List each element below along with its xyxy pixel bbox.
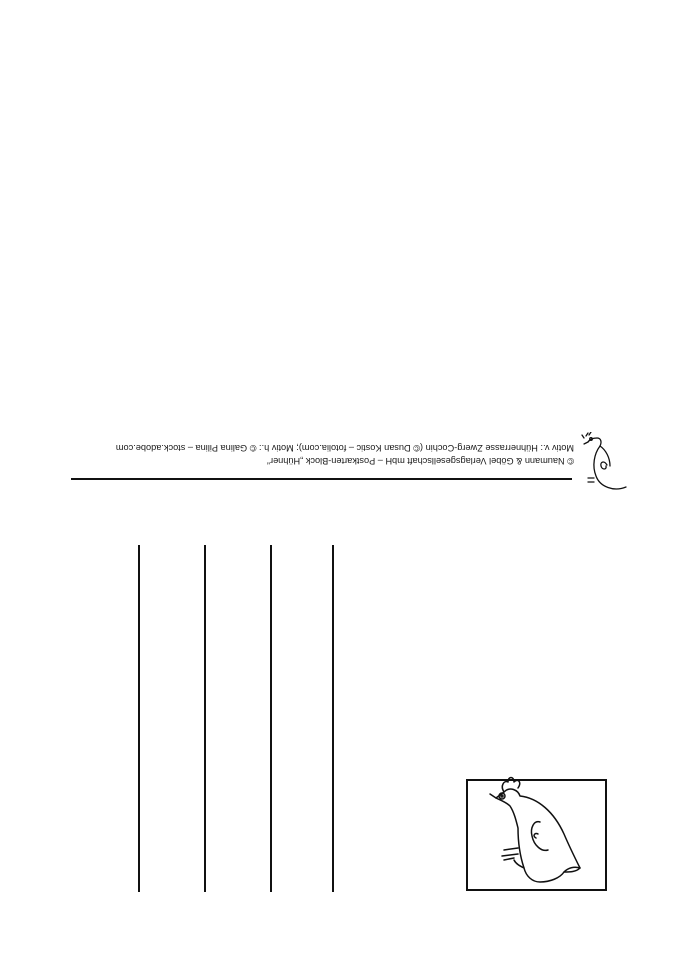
address-line — [332, 545, 334, 892]
credits-divider — [71, 478, 572, 480]
credits-line-publisher: © Naumann & Göbel Verlagsgesellschaft mbH – Postkarten-Block „Hühner“ — [266, 456, 574, 466]
address-line — [204, 545, 206, 892]
credits-line-motif: Motiv v.: Hühnerrasse Zwerg-Cochin (© Dusan Kostic – fotolia.com); Motiv h.: © Galina Pilina – stock.adobe.com — [115, 443, 574, 453]
copyright-credits — [92, 436, 574, 472]
hen-logo-icon — [576, 432, 630, 492]
address-line — [138, 545, 140, 892]
address-line — [270, 545, 272, 892]
hen-stamp-icon — [480, 772, 590, 892]
